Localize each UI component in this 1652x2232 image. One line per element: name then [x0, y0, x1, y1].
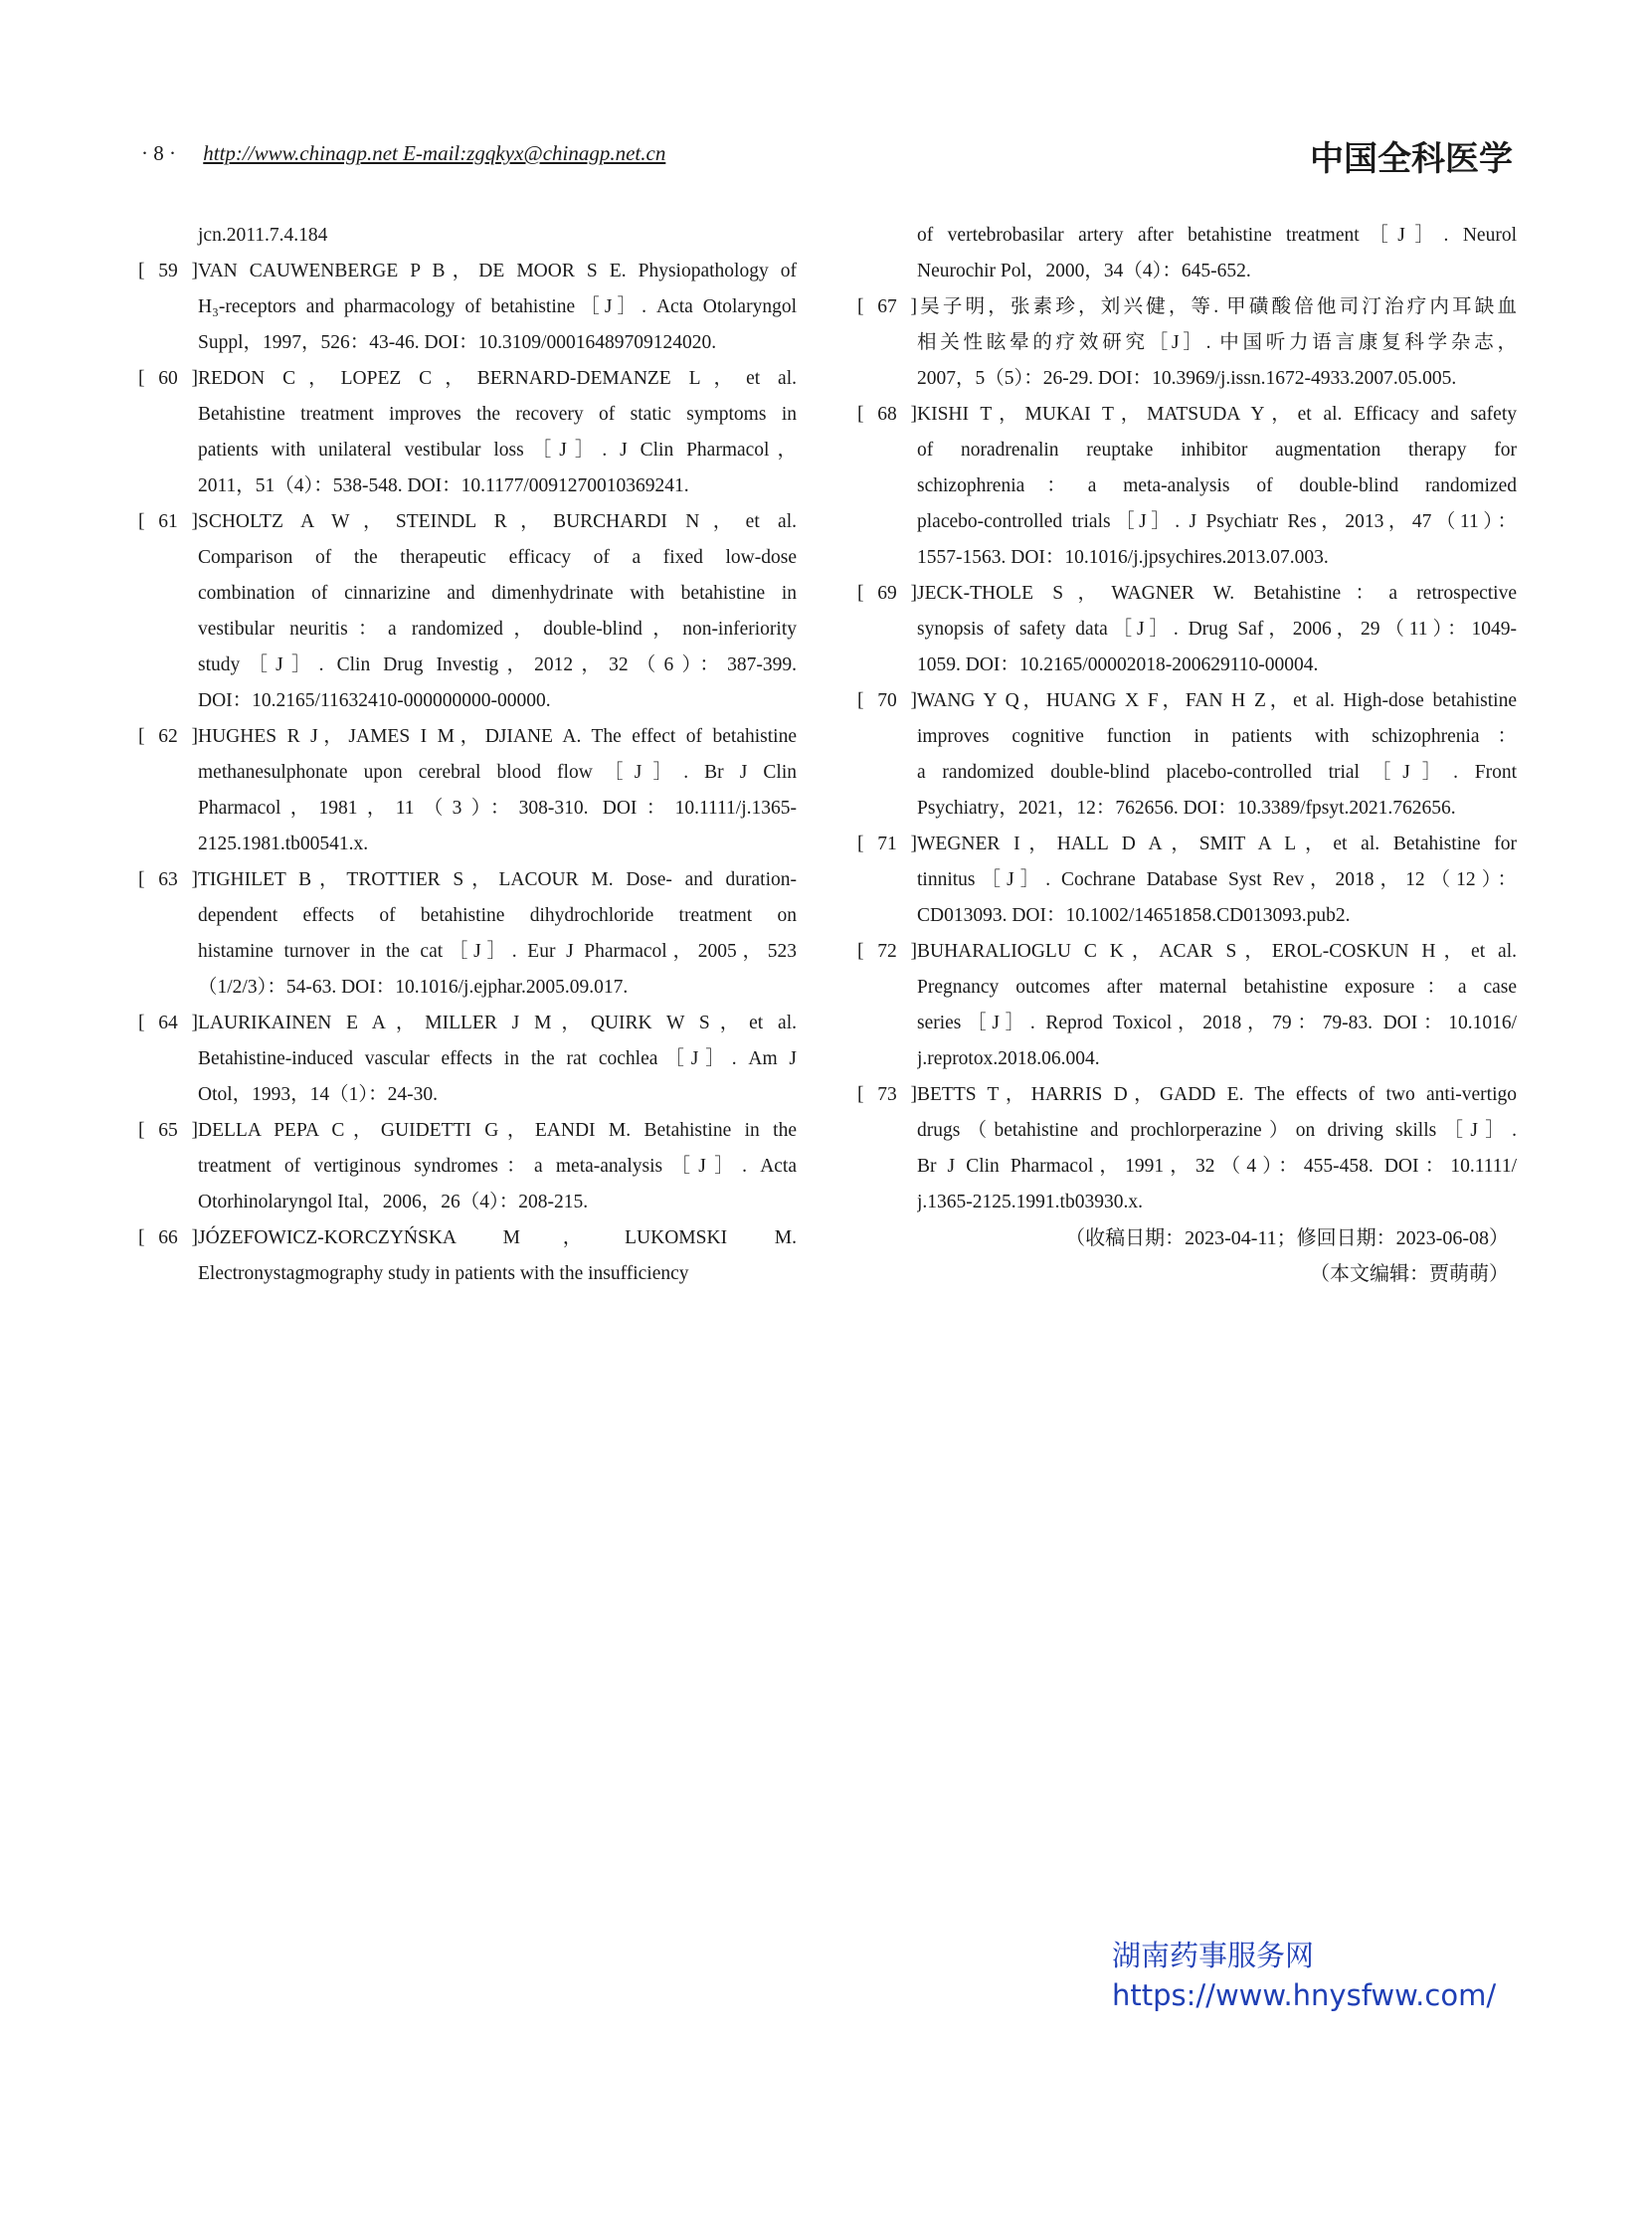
reference-line: patients with unilateral vestibular loss［J］. J Clin Pharmacol，	[198, 440, 797, 461]
reference-entry	[138, 862, 797, 1006]
reference-text: BETTS T，HARRIS D，GADD E. The effects of two anti-vertigo	[917, 1084, 1517, 1105]
reference-number: [ 59 ]	[138, 261, 198, 281]
reference-entry	[857, 218, 1517, 289]
article-dates	[857, 1220, 1517, 1292]
journal-title: 中国全科医学	[1310, 139, 1513, 179]
reference-line: Betahistine treatment improves the recovery of static symptoms in	[198, 404, 797, 425]
reference-line: schizophrenia：a meta-analysis of double-blind randomized	[917, 475, 1517, 496]
reference-line: 2007，5（5）：26-29. DOI：10.3969/j.issn.1672-4933.2007.05.005.	[917, 368, 1457, 389]
reference-line: histamine turnover in the cat［J］. Eur J Pharmacol，2005，523	[198, 941, 797, 962]
reference-line: （1/2/3）：54-63. DOI：10.1016/j.ejphar.2005.09.017.	[198, 977, 629, 998]
right-references	[857, 218, 1517, 1220]
watermark	[1112, 1936, 1496, 2015]
reference-line: of noradrenalin reuptake inhibitor augmentation therapy for	[917, 440, 1517, 461]
reference-text: WEGNER I，HALL D A，SMIT A L，et al. Betahistine for	[917, 834, 1517, 854]
reference-line: j.1365-2125.1991.tb03930.x.	[917, 1192, 1143, 1212]
reference-line	[138, 218, 797, 254]
reference-line: Betahistine-induced vascular effects in the rat cochlea［J］. Am J	[198, 1048, 797, 1069]
reference-line: 2011，51（4）：538-548. DOI：10.1177/0091270010369241.	[198, 475, 689, 496]
reference-entry	[138, 719, 797, 862]
reference-line: vestibular neuritis：a randomized，double-blind，non-inferiority	[198, 619, 797, 640]
reference-line: Psychiatry，2021，12：762656. DOI：10.3389/fpsyt.2021.762656.	[917, 798, 1456, 819]
reference-text: TIGHILET B，TROTTIER S，LACOUR M. Dose- and duration-	[198, 869, 797, 890]
reference-number: [ 62 ]	[138, 726, 198, 747]
reference-line	[138, 719, 797, 755]
reference-line	[138, 862, 797, 898]
reference-line	[857, 1077, 1517, 1113]
reference-line	[857, 934, 1517, 970]
reference-number: [ 72 ]	[857, 941, 917, 962]
reference-number: [ 63 ]	[138, 869, 198, 890]
reference-line	[857, 397, 1517, 433]
reference-line: 1059. DOI：10.2165/00002018-200629110-00004.	[917, 654, 1319, 675]
reference-text: 吴子明，张素珍，刘兴健，等. 甲磺酸倍他司汀治疗内耳缺血	[917, 296, 1517, 317]
reference-line: improves cognitive function in patients with schizophrenia：	[917, 726, 1517, 747]
reference-line: tinnitus［J］. Cochrane Database Syst Rev，2018，12（12）：	[917, 869, 1517, 890]
reference-entry	[138, 1006, 797, 1113]
reference-line: dependent effects of betahistine dihydrochloride treatment on	[198, 905, 797, 926]
reference-line: Electronystagmography study in patients with the insufficiency	[198, 1263, 689, 1284]
reference-line: treatment of vertiginous syndromes：a meta-analysis［J］. Acta	[198, 1156, 797, 1177]
reference-line: series［J］. Reprod Toxicol，2018，79：79-83. DOI：10.1016/	[917, 1013, 1517, 1033]
reference-line: Suppl，1997，526：43-46. DOI：10.3109/00016489709124020.	[198, 332, 717, 353]
reference-entry	[138, 254, 797, 361]
received-revised-dates: （收稿日期：2023-04-11；修回日期：2023-06-08）	[1065, 1227, 1509, 1249]
watermark-url[interactable]: https://www.hnysfww.com/	[1112, 1978, 1497, 2012]
running-header	[141, 141, 665, 166]
reference-text: LAURIKAINEN E A，MILLER J M，QUIRK W S，et al.	[198, 1013, 797, 1033]
reference-number: [ 71 ]	[857, 834, 917, 854]
reference-entry	[857, 576, 1517, 683]
reference-text: jcn.2011.7.4.184	[198, 225, 328, 246]
reference-number: [ 70 ]	[857, 690, 917, 711]
reference-line: CD013093. DOI：10.1002/14651858.CD013093.pub2.	[917, 905, 1351, 926]
reference-line: Pharmacol，1981，11（3）：308-310. DOI：10.1111/j.1365-	[198, 798, 797, 819]
reference-line: a randomized double-blind placebo-controlled trial［J］. Front	[917, 762, 1517, 783]
reference-text: DELLA PEPA C，GUIDETTI G，EANDI M. Betahistine in the	[198, 1120, 797, 1141]
left-column	[138, 218, 797, 1292]
reference-line: synopsis of safety data［J］. Drug Saf，2006，29（11）：1049-	[917, 619, 1517, 640]
reference-text: KISHI T，MUKAI T，MATSUDA Y，et al. Efficacy and safety	[917, 404, 1517, 425]
reference-number: [ 67 ]	[857, 296, 917, 317]
reference-line: 1557-1563. DOI：10.1016/j.jpsychires.2013.07.003.	[917, 547, 1329, 568]
reference-text: JECK-THOLE S，WAGNER W. Betahistine：a retrospective	[917, 583, 1517, 604]
reference-line	[857, 218, 1517, 254]
reference-line: 2125.1981.tb00541.x.	[198, 834, 369, 854]
reference-line	[857, 289, 1517, 325]
reference-number: [ 61 ]	[138, 511, 198, 532]
reference-line	[138, 1220, 797, 1256]
reference-number: [ 64 ]	[138, 1013, 198, 1033]
reference-line: placebo-controlled trials［J］. J Psychiatr Res，2013，47（11）：	[917, 511, 1517, 532]
right-column	[857, 218, 1517, 1292]
reference-line: Neurochir Pol，2000，34（4）：645-652.	[917, 261, 1251, 281]
reference-line: DOI：10.2165/11632410-000000000-00000.	[198, 690, 551, 711]
reference-number: [ 65 ]	[138, 1120, 198, 1141]
editor-credit: （本文编辑：贾萌萌）	[1310, 1263, 1509, 1285]
reference-text: BUHARALIOGLU C K，ACAR S，EROL-COSKUN H，et al.	[917, 941, 1517, 962]
reference-entry	[857, 1077, 1517, 1220]
reference-number: [ 66 ]	[138, 1227, 198, 1248]
reference-entry	[857, 827, 1517, 934]
reference-text: SCHOLTZ A W，STEINDL R，BURCHARDI N，et al.	[198, 511, 797, 532]
reference-number: [ 69 ]	[857, 583, 917, 604]
reference-line: Otol，1993，14（1）：24-30.	[198, 1084, 439, 1105]
reference-line: 相关性眩晕的疗效研究［J］. 中国听力语言康复科学杂志，	[917, 332, 1517, 353]
reference-text: REDON C，LOPEZ C，BERNARD-DEMANZE L，et al.	[198, 368, 797, 389]
reference-line	[138, 361, 797, 397]
reference-text: VAN CAUWENBERGE P B，DE MOOR S E. Physiopathology of	[198, 261, 797, 281]
reference-text: HUGHES R J，JAMES I M，DJIANE A. The effect of betahistine	[198, 726, 797, 747]
reference-text: of vertebrobasilar artery after betahistine treatment［J］. Neurol	[917, 225, 1517, 246]
reference-line: drugs（betahistine and prochlorperazine）on driving skills［J］.	[917, 1120, 1517, 1141]
watermark-name: 湖南药事服务网	[1112, 1939, 1315, 1972]
reference-entry	[857, 934, 1517, 1077]
reference-line	[857, 827, 1517, 862]
reference-entry	[138, 1220, 797, 1292]
reference-line: Otorhinolaryngol Ital，2006，26（4）：208-215.	[198, 1192, 589, 1212]
reference-line: methanesulphonate upon cerebral blood flow［J］. Br J Clin	[198, 762, 797, 783]
reference-entry	[857, 289, 1517, 397]
reference-line: Comparison of the therapeutic efficacy of a fixed low-dose	[198, 547, 797, 568]
page-number: · 8 ·	[141, 141, 176, 165]
reference-entry	[138, 218, 797, 254]
reference-text: WANG Y Q，HUANG X F，FAN H Z，et al. High-dose betahistine	[917, 690, 1517, 711]
reference-line: study［J］. Clin Drug Investig，2012，32（6）：387-399.	[198, 654, 797, 675]
reference-entry	[857, 397, 1517, 576]
reference-line: Pregnancy outcomes after maternal betahistine exposure：a case	[917, 977, 1517, 998]
reference-number: [ 73 ]	[857, 1084, 917, 1105]
reference-number: [ 60 ]	[138, 368, 198, 389]
reference-line: combination of cinnarizine and dimenhydrinate with betahistine in	[198, 583, 797, 604]
reference-line	[138, 504, 797, 540]
reference-entry	[138, 1113, 797, 1220]
contact-line[interactable]: http://www.chinagp.net E-mail:zgqkyx@chinagp.net.cn	[203, 141, 666, 165]
reference-line	[138, 254, 797, 289]
reference-entry	[138, 361, 797, 504]
reference-line	[138, 1006, 797, 1041]
reference-line	[138, 1113, 797, 1149]
reference-line	[857, 683, 1517, 719]
reference-entry	[857, 683, 1517, 827]
reference-line	[857, 576, 1517, 612]
reference-number: [ 68 ]	[857, 404, 917, 425]
reference-line: Br J Clin Pharmacol，1991，32（4）：455-458. DOI：10.1111/	[917, 1156, 1517, 1177]
reference-line: j.reprotox.2018.06.004.	[917, 1048, 1100, 1069]
reference-line: H₃-receptors and pharmacology of betahistine［J］. Acta Otolaryngol	[198, 296, 797, 317]
reference-text: JÓZEFOWICZ-KORCZYŃSKA M，LUKOMSKI M.	[198, 1227, 797, 1248]
reference-entry	[138, 504, 797, 719]
